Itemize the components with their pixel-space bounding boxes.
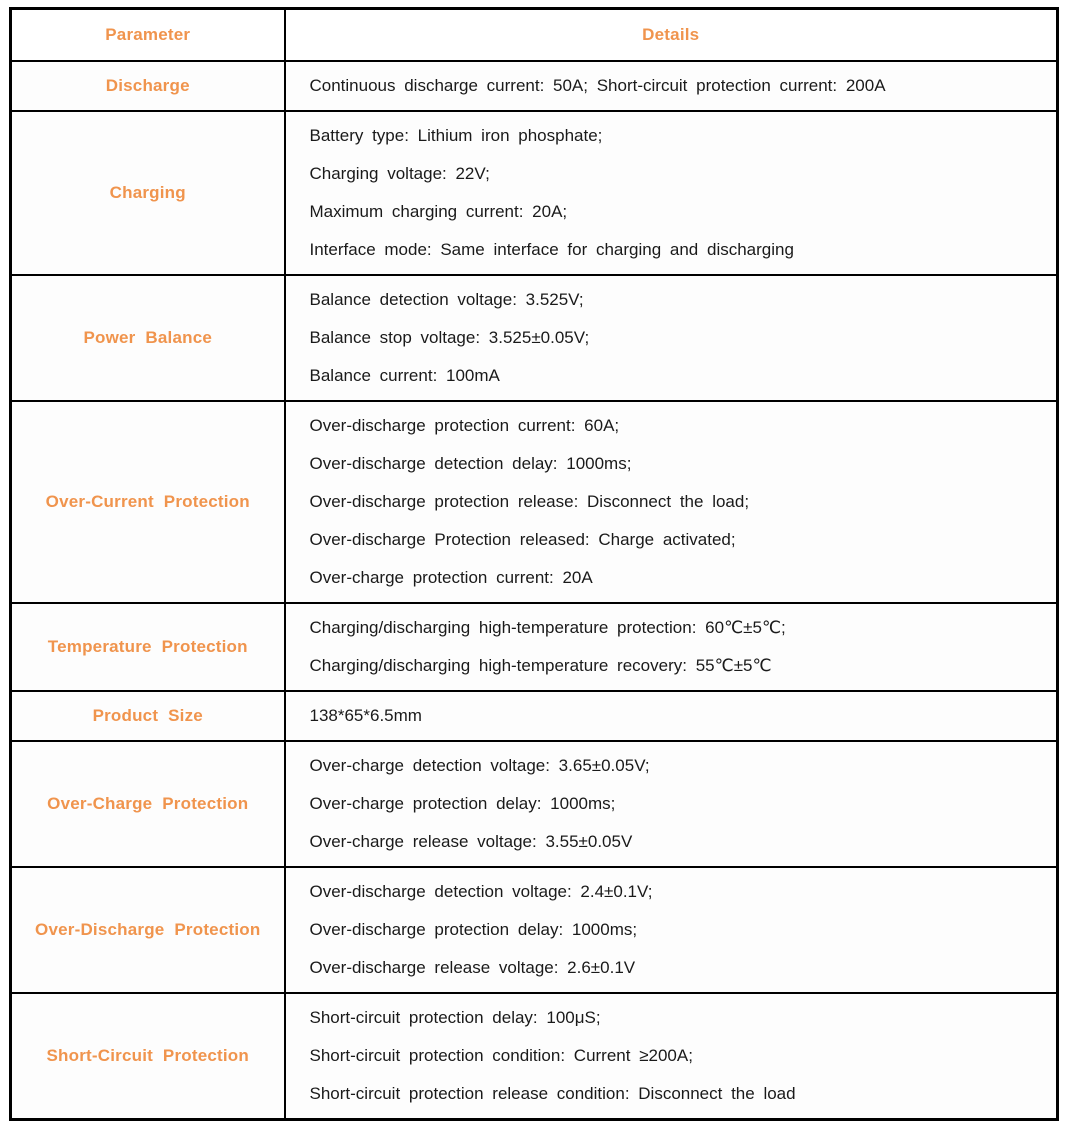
parameter-cell: Charging	[11, 111, 285, 275]
detail-line: Over-charge protection current: 20A	[309, 568, 593, 587]
table-body	[11, 61, 1058, 1120]
detail-line: Over-discharge protection release: Disconnect the load;	[309, 492, 750, 511]
detail-line: Balance detection voltage: 3.525V;	[309, 290, 584, 309]
table-row	[11, 741, 1058, 867]
details-cell	[285, 275, 1058, 401]
detail-line: Continuous discharge current: 50A; Short-circuit protection current: 200A	[309, 76, 886, 95]
detail-line: Over-discharge protection delay: 1000ms;	[309, 920, 638, 939]
detail-line: 138*65*6.5mm	[309, 706, 422, 725]
detail-line: Short-circuit protection condition: Current ≥200A;	[309, 1046, 693, 1065]
table-row	[11, 993, 1058, 1120]
details-cell	[285, 993, 1058, 1120]
table-row	[11, 867, 1058, 993]
detail-line: Over-discharge detection voltage: 2.4±0.1V;	[309, 882, 653, 901]
details-cell	[285, 741, 1058, 867]
detail-line: Charging/discharging high-temperature recovery: 55℃±5℃	[309, 656, 772, 675]
detail-line: Interface mode: Same interface for charging and discharging	[309, 240, 794, 259]
details-column-header: Details	[285, 9, 1058, 62]
parameter-column-header: Parameter	[11, 9, 285, 62]
table-row	[11, 401, 1058, 603]
detail-line: Charging voltage: 22V;	[309, 164, 490, 183]
detail-line: Over-discharge detection delay: 1000ms;	[309, 454, 632, 473]
parameter-cell: Over-Current Protection	[11, 401, 285, 603]
table-row	[11, 691, 1058, 741]
detail-line: Over-discharge release voltage: 2.6±0.1V	[309, 958, 636, 977]
detail-line: Balance current: 100mA	[309, 366, 500, 385]
parameter-cell: Over-Charge Protection	[11, 741, 285, 867]
battery-spec-table	[9, 7, 1059, 1121]
table-row	[11, 275, 1058, 401]
parameter-cell: Temperature Protection	[11, 603, 285, 691]
table-header-row	[11, 9, 1058, 62]
detail-line: Charging/discharging high-temperature protection: 60℃±5℃;	[309, 618, 786, 637]
detail-line: Short-circuit protection release condition: Disconnect the load	[309, 1084, 796, 1103]
detail-line: Battery type: Lithium iron phosphate;	[309, 126, 603, 145]
details-cell	[285, 691, 1058, 741]
detail-line: Over-discharge protection current: 60A;	[309, 416, 620, 435]
table-row	[11, 61, 1058, 111]
details-cell	[285, 603, 1058, 691]
detail-line: Over-charge protection delay: 1000ms;	[309, 794, 616, 813]
table-row	[11, 603, 1058, 691]
parameter-cell: Over-Discharge Protection	[11, 867, 285, 993]
details-cell	[285, 111, 1058, 275]
detail-line: Over-discharge Protection released: Charge activated;	[309, 530, 736, 549]
details-cell	[285, 401, 1058, 603]
parameter-cell: Discharge	[11, 61, 285, 111]
table-row	[11, 111, 1058, 275]
detail-line: Maximum charging current: 20A;	[309, 202, 568, 221]
detail-line: Short-circuit protection delay: 100μS;	[309, 1008, 601, 1027]
detail-line: Over-charge release voltage: 3.55±0.05V	[309, 832, 633, 851]
detail-line: Balance stop voltage: 3.525±0.05V;	[309, 328, 590, 347]
parameter-cell: Power Balance	[11, 275, 285, 401]
parameter-cell: Product Size	[11, 691, 285, 741]
detail-line: Over-charge detection voltage: 3.65±0.05V;	[309, 756, 650, 775]
parameter-cell: Short-Circuit Protection	[11, 993, 285, 1120]
details-cell	[285, 61, 1058, 111]
details-cell	[285, 867, 1058, 993]
